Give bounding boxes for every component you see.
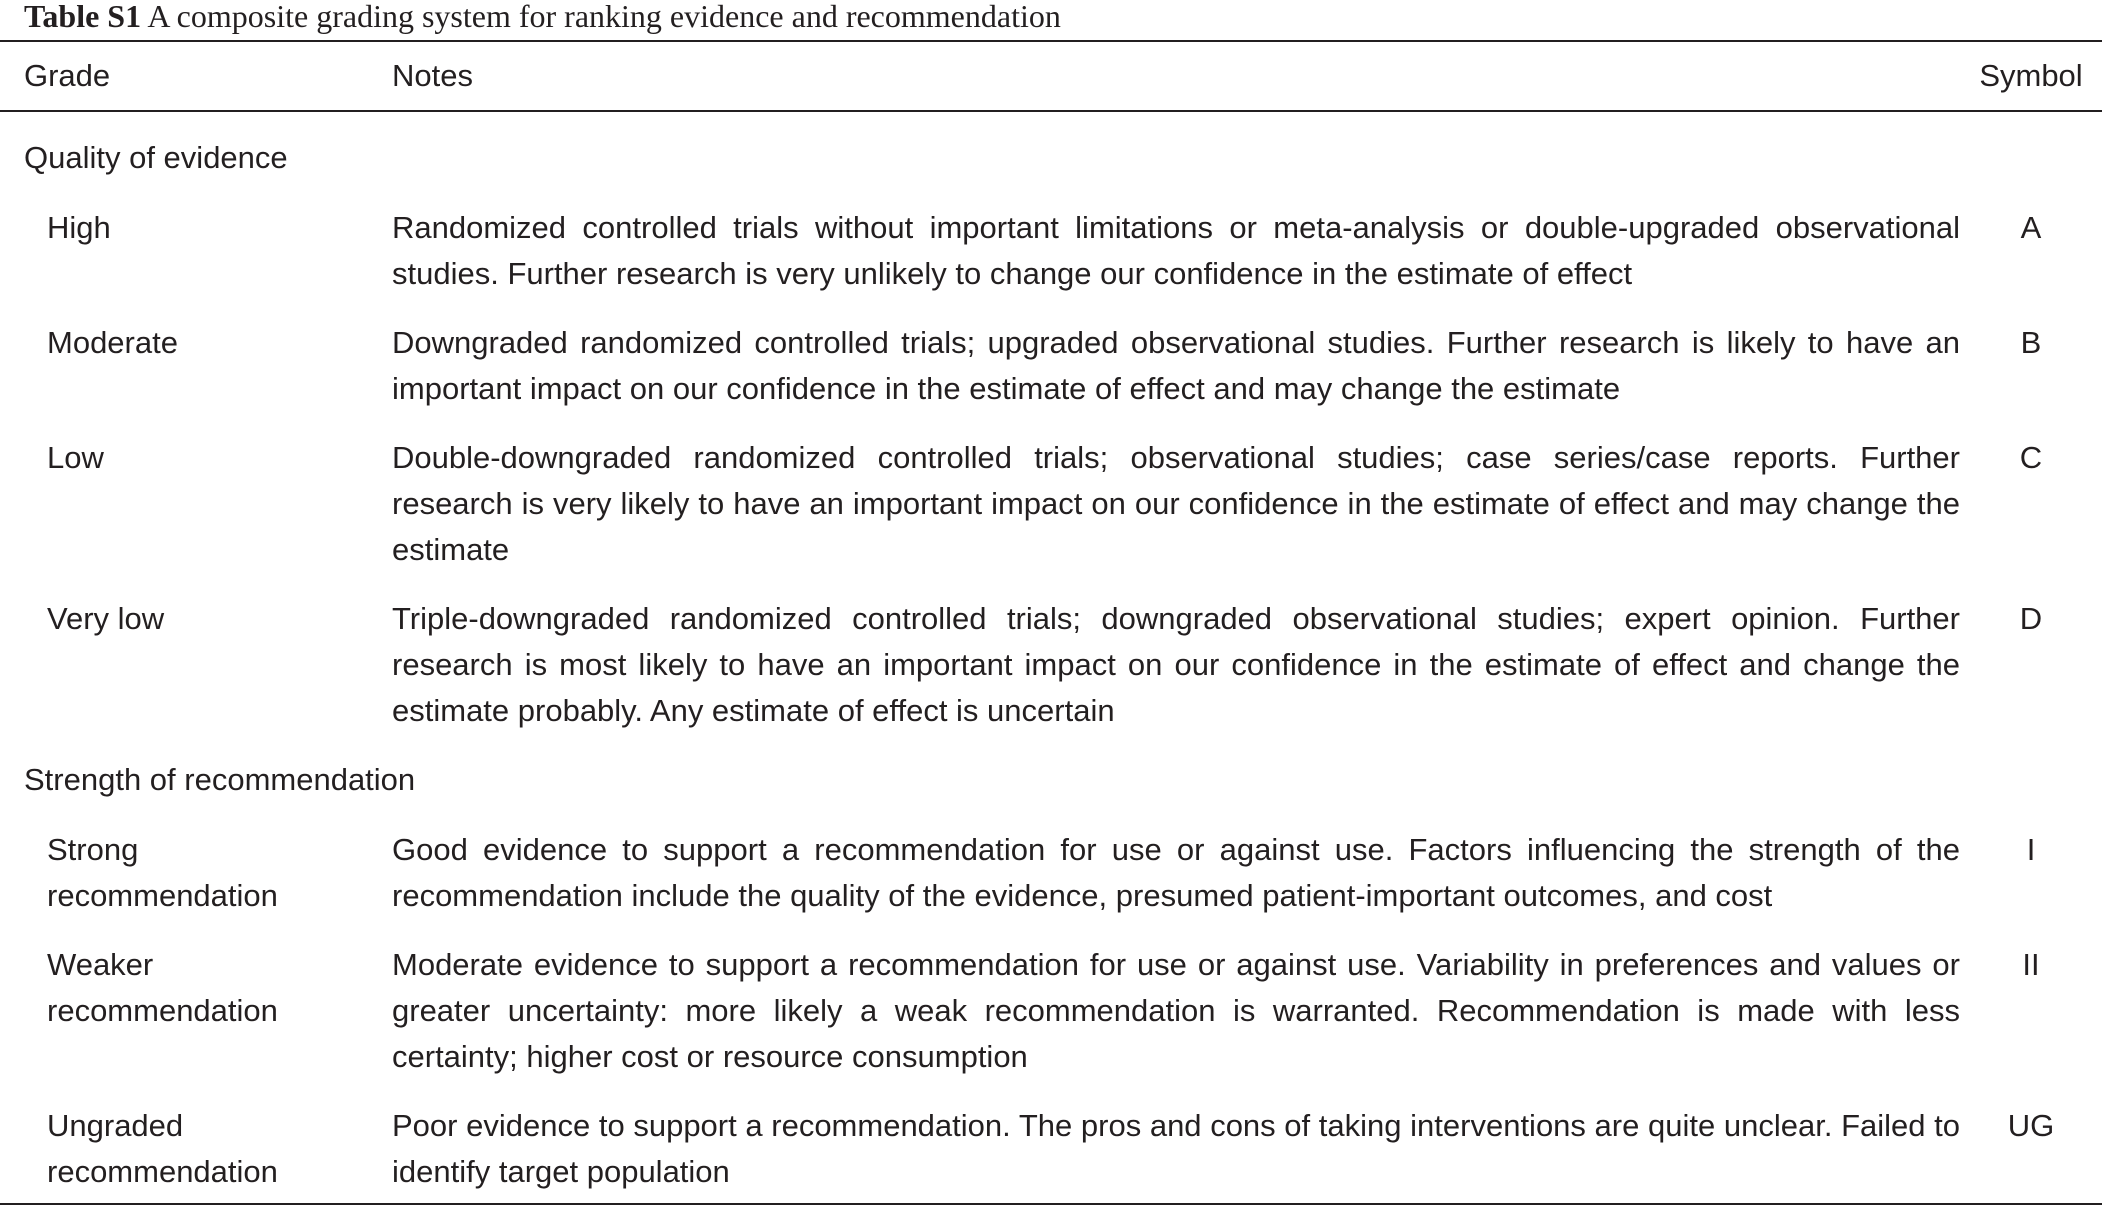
header-symbol: Symbol: [1979, 58, 2083, 93]
symbol-cell: C: [2019, 440, 2043, 475]
notes-cell: Poor evidence to support a recommendation. The pros and cons of taking interventions are quite unclear. Failed to identify target population: [392, 1108, 1960, 1189]
notes-cell: Moderate evidence to support a recommendation for use or against use. Variability in preferences and values or greater uncertainty: more likely a weak recommendation is warranted. Recommendation is made with less certainty; higher cost or resource consumption: [392, 947, 1960, 1074]
symbol-cell: II: [2022, 947, 2040, 982]
symbol-cell: B: [2020, 325, 2042, 360]
header-grade: Grade: [24, 58, 111, 93]
section-title-quality: Quality of evidence: [24, 140, 288, 175]
table-caption-label: Table S1: [24, 0, 142, 34]
table-row: [0, 297, 2102, 412]
grade-cell-line1: Weaker: [47, 947, 154, 982]
table-row: [0, 573, 2102, 734]
notes-cell: Good evidence to support a recommendation for use or against use. Factors influencing the strength of the recommendation include the quality of the evidence, presumed patient-important outcomes, and cost: [392, 832, 1960, 913]
grading-table: [0, 40, 2102, 1205]
grade-cell: [0, 1080, 392, 1204]
table-caption-text: A composite grading system for ranking evidence and recommendation: [147, 0, 1061, 34]
table-row: [0, 182, 2102, 297]
table-row: [0, 1080, 2102, 1204]
grade-cell-line1: Strong: [47, 832, 139, 867]
symbol-cell: D: [2019, 601, 2043, 636]
table-row: [0, 412, 2102, 573]
grade-cell: Very low: [47, 601, 165, 636]
section-title-strength: Strength of recommendation: [24, 762, 416, 797]
grade-cell-line2: recommendation: [47, 993, 278, 1028]
section-row-quality: [0, 111, 2102, 182]
notes-cell: Double-downgraded randomized controlled trials; observational studies; case series/case reports. Further research is very likely to have an important impact on our confidence in the estimate of effect and may change the estimate: [392, 440, 1960, 567]
notes-cell: Randomized controlled trials without important limitations or meta-analysis or double-upgraded observational studies. Further research is very unlikely to change our confidence in the estimate of effect: [392, 210, 1960, 291]
grade-cell-line2: recommendation: [47, 1154, 278, 1189]
grade-cell-line2: recommendation: [47, 878, 278, 913]
grade-cell: Moderate: [47, 325, 178, 360]
notes-cell: Triple-downgraded randomized controlled trials; downgraded observational studies; expert opinion. Further research is most likely to have an important impact on our confidence in the estimate of effect and change the estimate probably. Any estimate of effect is uncertain: [392, 601, 1960, 728]
grade-cell: [0, 804, 392, 919]
header-notes: Notes: [392, 58, 473, 93]
grade-cell-line1: Ungraded: [47, 1108, 184, 1143]
table-body: [0, 111, 2102, 1204]
symbol-cell: A: [2020, 210, 2042, 245]
table-caption: [24, 0, 1061, 32]
grade-cell: Low: [47, 440, 104, 475]
table-header: [0, 41, 2102, 111]
notes-cell: Downgraded randomized controlled trials; upgraded observational studies. Further research is likely to have an important impact on our confidence in the estimate of effect and may change the estimate: [392, 325, 1960, 406]
symbol-cell: I: [2026, 832, 2036, 867]
section-row-strength: [0, 734, 2102, 804]
grade-cell: [0, 919, 392, 1080]
grade-cell: High: [47, 210, 111, 245]
table-row: [0, 919, 2102, 1080]
table-row: [0, 804, 2102, 919]
header-row: [0, 41, 2102, 111]
symbol-cell: UG: [2007, 1108, 2055, 1143]
